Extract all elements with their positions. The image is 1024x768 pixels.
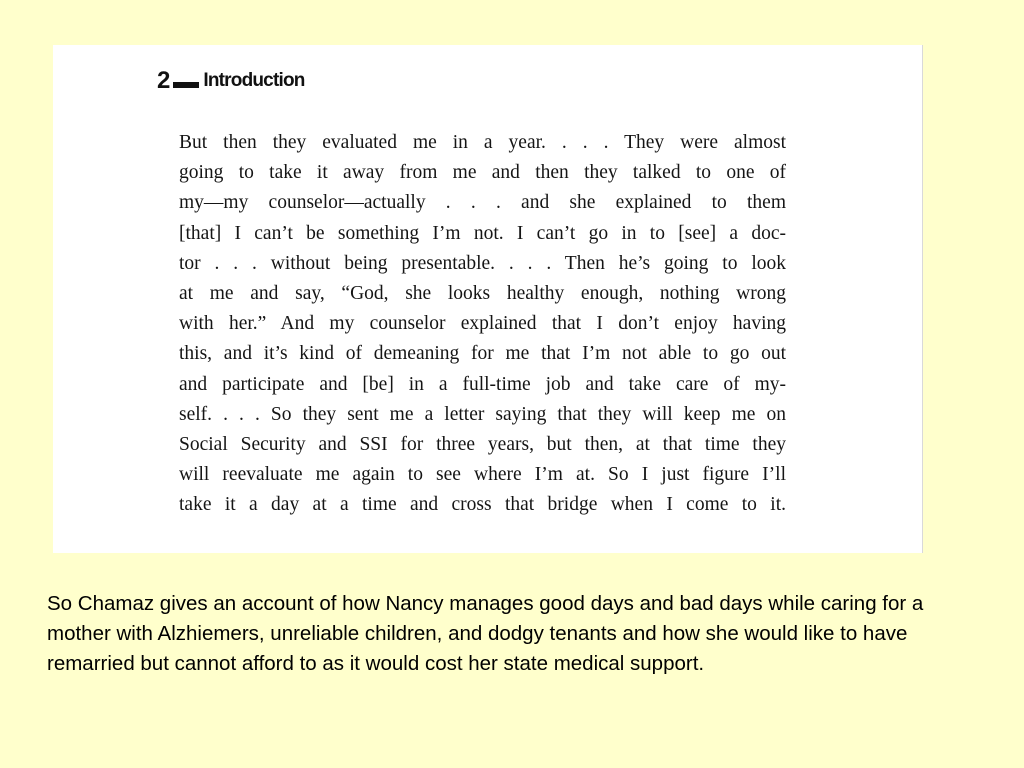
quote-line: with her.” And my counselor explained that I don’t enjoy having <box>179 313 786 335</box>
quote-line: going to take it away from me and then they talked to one of <box>179 162 786 184</box>
quote-line: But then they evaluated me in a year. . . . They were almost <box>179 132 786 153</box>
quote-line: will reevaluate me again to see where I’m at. So I just figure I’ll <box>179 464 786 486</box>
quote-line: tor . . . without being presentable. . . . Then he’s going to look <box>179 252 786 274</box>
quote-line: take it a day at a time and cross that bridge when I come to it. <box>179 494 786 516</box>
quote-line: my—my counselor—actually . . . and she explained to them <box>179 192 786 214</box>
slide-caption: So Chamaz gives an account of how Nancy manages good days and bad days while caring for a mother with Alzhiemers, unreliable children, and dodgy tenants and how she would like to have remarried but cannot afford to as it would cost her state medical support. <box>47 592 924 675</box>
quote-line: this, and it’s kind of demeaning for me that I’m not able to go out <box>179 343 786 365</box>
quote-line: self. . . . So they sent me a letter saying that they will keep me on <box>179 403 786 425</box>
header-rule <box>173 82 199 88</box>
page-number: 2 <box>157 67 170 94</box>
scanned-book-page <box>53 45 923 553</box>
interview-quote <box>179 128 786 521</box>
quote-line: Social Security and SSI for three years, but then, at that time they <box>179 434 786 456</box>
quote-line: and participate and [be] in a full-time job and take care of my- <box>179 373 786 395</box>
section-title: Introduction <box>203 70 305 91</box>
quote-line: [that] I can’t be something I’m not. I can’t go in to [see] a doc- <box>179 222 786 244</box>
quote-line: at me and say, “God, she looks healthy enough, nothing wrong <box>179 283 786 305</box>
page-header <box>157 67 305 95</box>
